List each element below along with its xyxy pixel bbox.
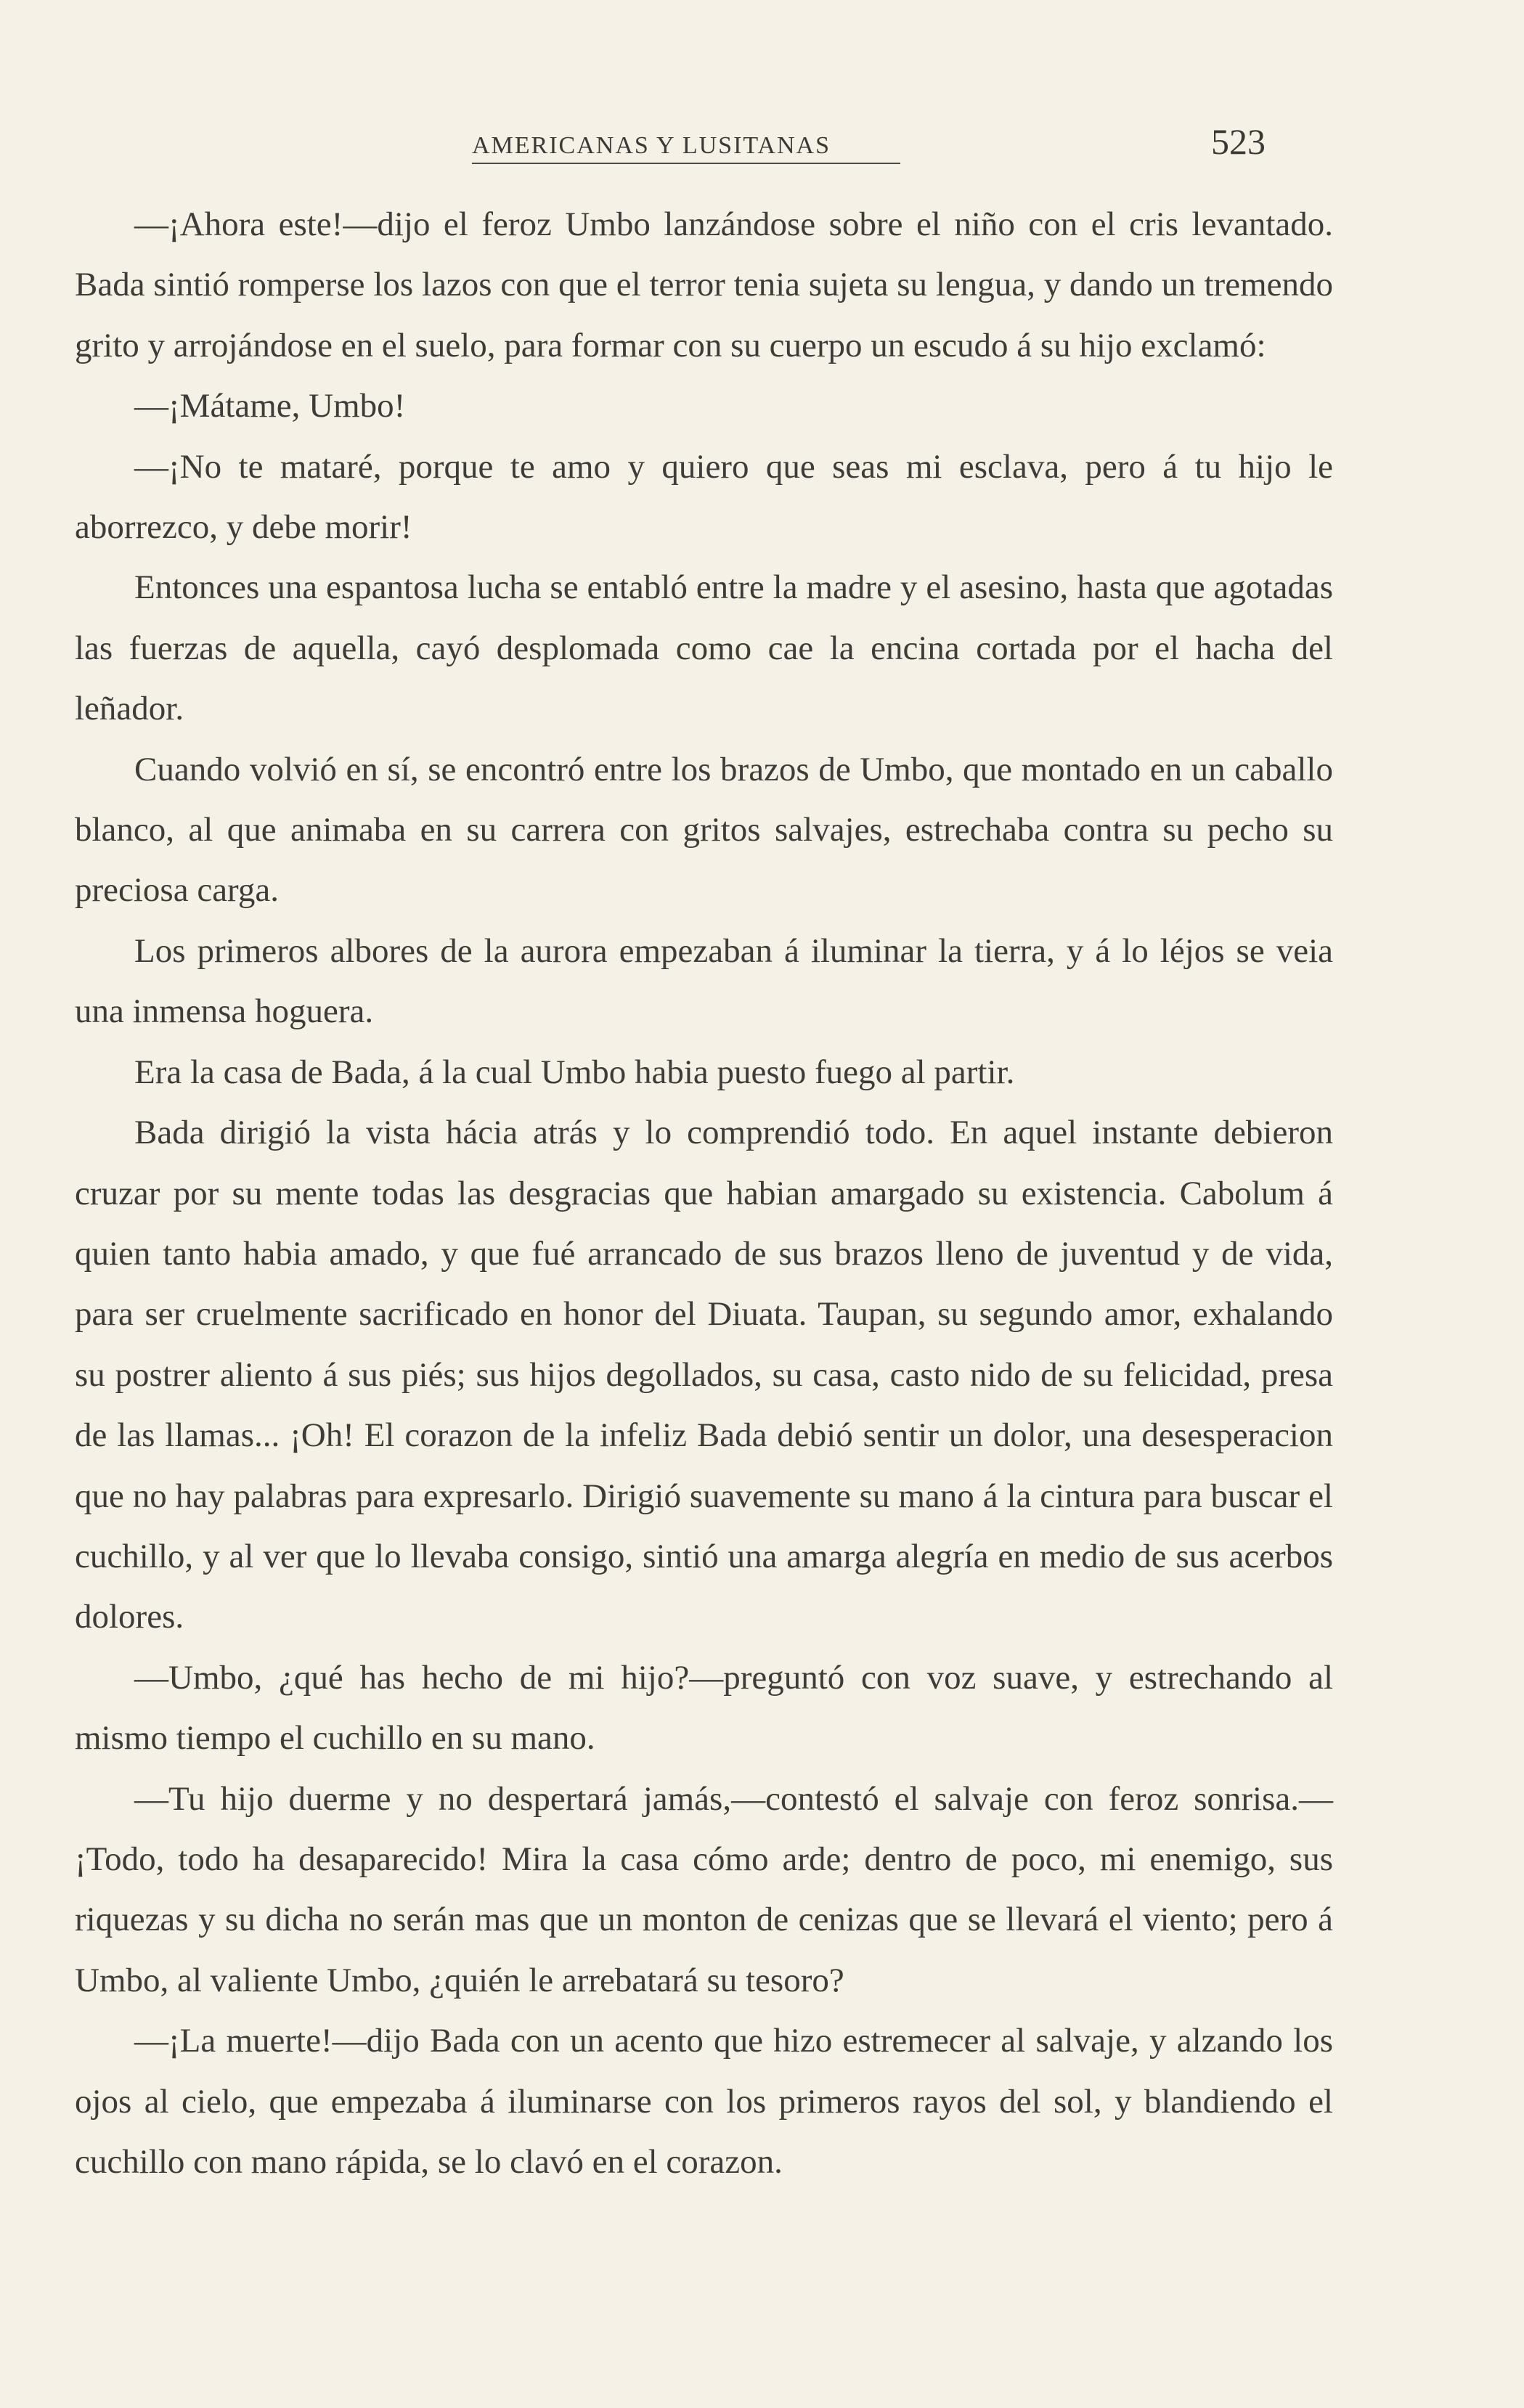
- paragraph: Cuando volvió en sí, se encontró entre los brazos de Umbo, que montado en un caballo blanco, al que animaba en su carrera con gritos salvajes, estrechaba contra su pecho su preciosa carga.: [75, 750, 1333, 910]
- page-header: [0, 116, 1524, 167]
- paragraph: —¡Ahora este!—dijo el feroz Umbo lanzándose sobre el niño con el cris levantado. Bada sintió romperse los lazos con que el terror tenia sujeta su lengua, y dando un tremendo grito y arrojándose en el suelo, para formar con su cuerpo un escudo á su hijo exclamó:: [75, 205, 1333, 364]
- running-head: AMERICANAS Y LUSITANAS: [472, 132, 831, 159]
- paragraph: —¡No te mataré, porque te amo y quiero que seas mi esclava, pero á tu hijo le aborrezco, y debe morir!: [75, 447, 1333, 547]
- header-rule: [472, 163, 900, 164]
- paragraph: Era la casa de Bada, á la cual Umbo habia puesto fuego al partir.: [134, 1053, 1015, 1091]
- paragraph: —¡Mátame, Umbo!: [134, 387, 406, 425]
- paragraph: Bada dirigió la vista hácia atrás y lo comprendió todo. En aquel instante debieron cruzar por su mente todas las desgracias que habian amargado su existencia. Cabolum á quien tanto habia amado, y que fué arrancado de sus brazos lleno de juventud y de vida, para ser cruelmente sacrificado en honor del Diuata. Taupan, su segundo amor, exhalando su postrer aliento á sus piés; sus hijos degollados, su casa, casto nido de su felicidad, presa de las llamas... ¡Oh! El corazon de la infeliz Bada debió sentir un dolor, una desesperacion que no hay palabras para expresarlo. Dirigió suavemente su mano á la cintura para buscar el cuchillo, y al ver que lo llevaba consigo, sintió una amarga alegría en medio de sus acerbos dolores.: [75, 1114, 1333, 1636]
- paragraph: —Tu hijo duerme y no despertará jamás,—contestó el salvaje con feroz sonrisa.—¡Todo, todo ha desaparecido! Mira la casa cómo arde; dentro de poco, mi enemigo, sus riquezas y su dicha no serán mas que un monton de cenizas que se llevará el viento; pero á Umbo, al valiente Umbo, ¿quién le arrebatará su tesoro?: [75, 1779, 1333, 1999]
- page-number: 523: [1211, 121, 1266, 162]
- paragraph: —Umbo, ¿qué has hecho de mi hijo?—preguntó con voz suave, y estrechando al mismo tiempo el cuchillo en su mano.: [75, 1658, 1333, 1758]
- paragraph: Los primeros albores de la aurora empezaban á iluminar la tierra, y á lo léjos se veia una inmensa hoguera.: [75, 931, 1333, 1031]
- body-text: [75, 195, 1333, 2192]
- paragraph: —¡La muerte!—dijo Bada con un acento que hizo estremecer al salvaje, y alzando los ojos al cielo, que empezaba á iluminarse con los primeros rayos del sol, y blandiendo el cuchillo con mano rápida, se lo clavó en el corazon.: [75, 2022, 1333, 2181]
- paragraph: Entonces una espantosa lucha se entabló entre la madre y el asesino, hasta que agotadas las fuerzas de aquella, cayó desplomada como cae la encina cortada por el hacha del leñador.: [75, 568, 1333, 728]
